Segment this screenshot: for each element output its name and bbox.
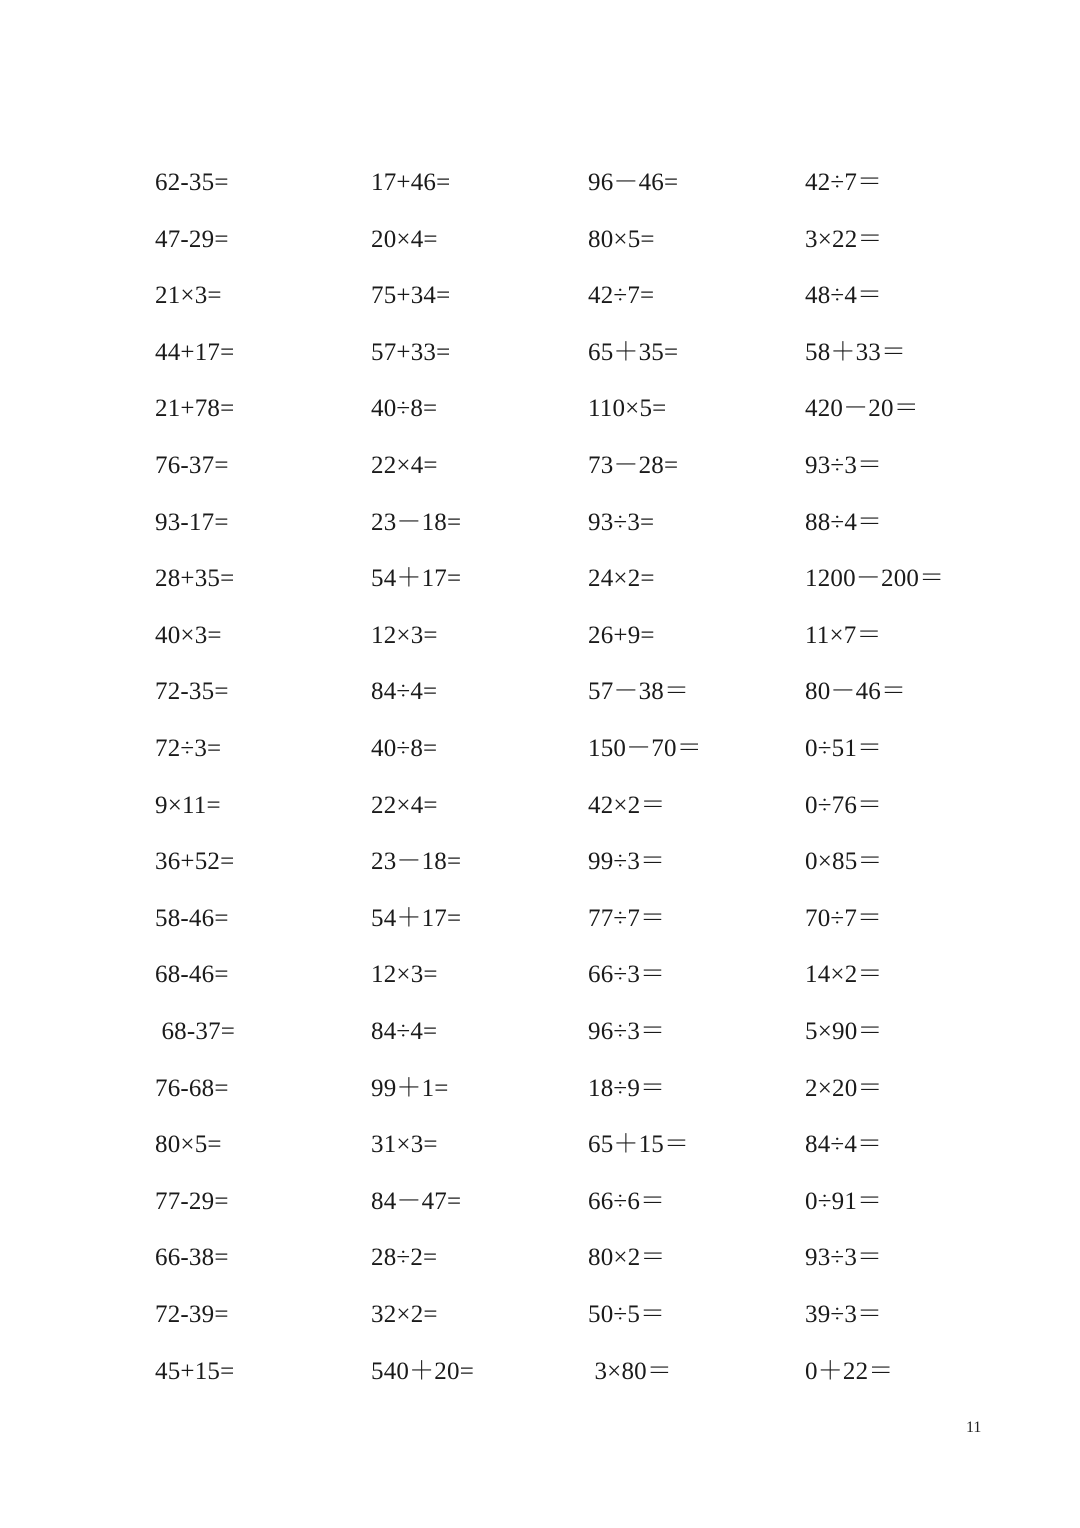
math-problem: 84÷4= <box>371 1018 438 1045</box>
math-problem: 96－46= <box>588 169 679 196</box>
math-problem: 70÷7＝ <box>805 905 883 932</box>
math-problem: 1200－200＝ <box>805 565 945 592</box>
math-problem: 68-46= <box>155 961 229 988</box>
math-problem: 3×80＝ <box>588 1358 673 1385</box>
math-problem: 58＋33＝ <box>805 339 907 366</box>
math-problem: 31×3= <box>371 1131 438 1158</box>
math-problem: 22×4= <box>371 792 438 819</box>
math-problem: 150－70＝ <box>588 735 702 762</box>
math-problem: 62-35= <box>155 169 229 196</box>
math-problem: 66-38= <box>155 1244 229 1271</box>
math-problem: 93÷3＝ <box>805 1244 883 1271</box>
math-problem: 99÷3＝ <box>588 848 666 875</box>
math-problem: 65＋15＝ <box>588 1131 690 1158</box>
page-number: 11 <box>966 1419 982 1436</box>
math-problem: 24×2= <box>588 565 655 592</box>
math-problem: 40÷8= <box>371 395 438 422</box>
math-problem: 57－38＝ <box>588 678 690 705</box>
math-problem: 72-39= <box>155 1301 229 1328</box>
math-problem: 0＋22＝ <box>805 1358 894 1385</box>
math-problem: 23－18= <box>371 848 462 875</box>
math-problem: 47-29= <box>155 226 229 253</box>
math-problem: 58-46= <box>155 905 229 932</box>
math-problem: 66÷3＝ <box>588 961 666 988</box>
math-problem: 42×2＝ <box>588 792 666 819</box>
math-problem: 11×7＝ <box>805 622 882 649</box>
math-problem: 28+35= <box>155 565 235 592</box>
math-problem: 21×3= <box>155 282 222 309</box>
math-problem: 3×22＝ <box>805 226 883 253</box>
math-problem: 12×3= <box>371 622 438 649</box>
math-problem: 84÷4= <box>371 678 438 705</box>
math-problem: 93-17= <box>155 509 229 536</box>
math-problem: 80×5= <box>155 1131 222 1158</box>
math-problem: 48÷4＝ <box>805 282 883 309</box>
math-problem: 84÷4＝ <box>805 1131 883 1158</box>
math-problem: 72-35= <box>155 678 229 705</box>
math-problem: 80×2＝ <box>588 1244 666 1271</box>
math-problem: 72÷3= <box>155 735 222 762</box>
math-problem: 93÷3= <box>588 509 655 536</box>
math-problem: 20×4= <box>371 226 438 253</box>
math-problem: 84－47= <box>371 1188 462 1215</box>
math-problem: 18÷9＝ <box>588 1075 666 1102</box>
math-problem: 9×11= <box>155 792 221 819</box>
math-problem: 42÷7= <box>588 282 655 309</box>
math-problem: 93÷3＝ <box>805 452 883 479</box>
math-problem: 0×85＝ <box>805 848 883 875</box>
math-problem: 57+33= <box>371 339 451 366</box>
math-problem: 420－20＝ <box>805 395 919 422</box>
math-problem: 0÷91＝ <box>805 1188 883 1215</box>
math-problem: 32×2= <box>371 1301 438 1328</box>
math-problem: 66÷6＝ <box>588 1188 666 1215</box>
math-problem: 45+15= <box>155 1358 235 1385</box>
math-problem: 23－18= <box>371 509 462 536</box>
math-problem: 80×5= <box>588 226 655 253</box>
math-problem: 12×3= <box>371 961 438 988</box>
math-problem: 28÷2= <box>371 1244 438 1271</box>
math-problem: 0÷51＝ <box>805 735 883 762</box>
math-problem: 96÷3＝ <box>588 1018 666 1045</box>
math-problem: 68-37= <box>155 1018 236 1045</box>
math-problem: 40×3= <box>155 622 222 649</box>
math-problem: 39÷3＝ <box>805 1301 883 1328</box>
math-problem: 76-37= <box>155 452 229 479</box>
math-problem: 50÷5＝ <box>588 1301 666 1328</box>
math-problem: 88÷4＝ <box>805 509 883 536</box>
math-problem: 110×5= <box>588 395 667 422</box>
math-problem: 2×20＝ <box>805 1075 883 1102</box>
math-problem: 0÷76＝ <box>805 792 883 819</box>
math-problem: 14×2＝ <box>805 961 883 988</box>
math-problem: 26+9= <box>588 622 655 649</box>
math-problem: 540＋20= <box>371 1358 474 1385</box>
math-problem: 65＋35= <box>588 339 679 366</box>
math-problem: 44+17= <box>155 339 235 366</box>
math-problem: 99＋1= <box>371 1075 449 1102</box>
math-problem: 42÷7＝ <box>805 169 883 196</box>
math-problem: 75+34= <box>371 282 451 309</box>
math-problem: 54＋17= <box>371 905 462 932</box>
math-problem: 54＋17= <box>371 565 462 592</box>
math-problem: 77-29= <box>155 1188 229 1215</box>
math-problem: 22×4= <box>371 452 438 479</box>
math-problem: 5×90＝ <box>805 1018 883 1045</box>
math-problem: 36+52= <box>155 848 235 875</box>
math-problem: 76-68= <box>155 1075 229 1102</box>
math-problem: 21+78= <box>155 395 235 422</box>
math-problem: 73－28= <box>588 452 679 479</box>
math-problem: 40÷8= <box>371 735 438 762</box>
math-problem: 17+46= <box>371 169 451 196</box>
math-problem: 80－46＝ <box>805 678 907 705</box>
math-problem: 77÷7＝ <box>588 905 666 932</box>
